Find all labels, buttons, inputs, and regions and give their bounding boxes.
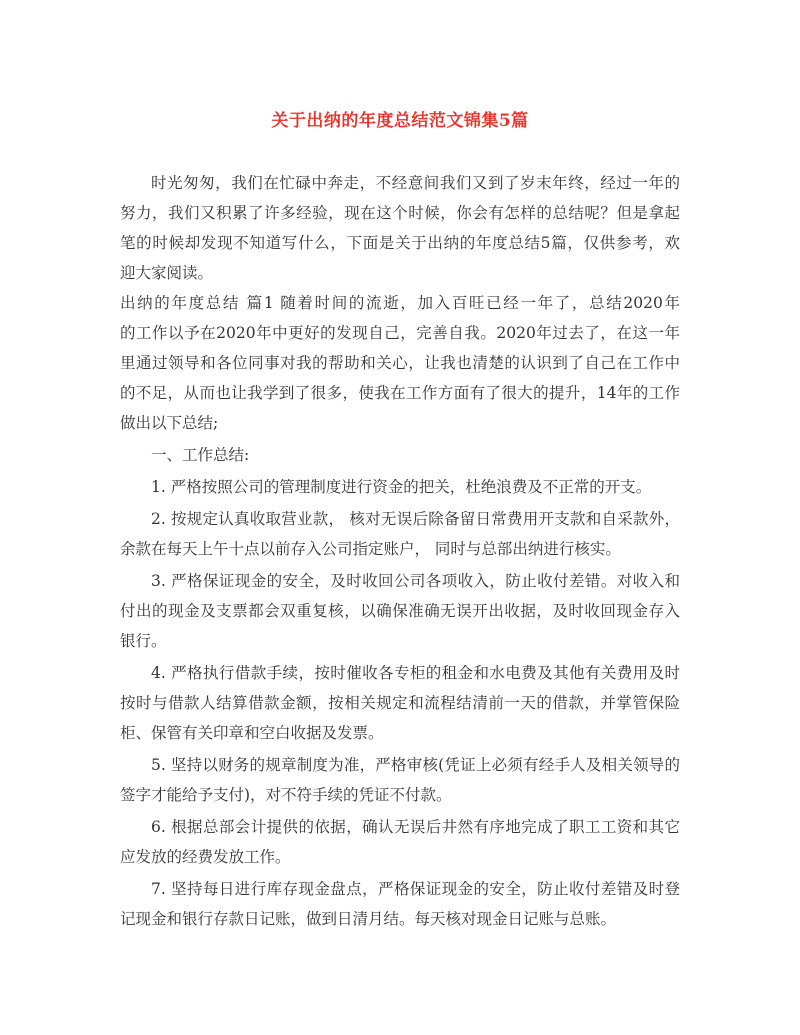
paragraph [120,440,680,470]
text-line: 努力，我们又积累了许多经验，现在这个时候，你会有怎样的总结呢？但是拿起 [120,204,680,222]
paragraph [120,566,680,656]
document-title: 关于出纳的年度总结范文锦集5篇 [271,111,529,131]
paragraph [120,168,680,288]
paragraph [120,504,680,564]
paragraph [120,288,680,438]
text-line: 6. 根据总部会计提供的依据，确认无误后井然有序地完成了职工工资和其它 [151,818,680,836]
text-line: 5. 坚持以财务的规章制度为准，严格审核(凭证上必须有经手人及相关领导的 [151,756,680,774]
text-line: 时光匆匆，我们在忙碌中奔走，不经意间我们又到了岁末年终，经过一年的 [151,174,680,192]
text-line: 里通过领导和各位同事对我的帮助和关心，让我也清楚的认识到了自己在工作中 [120,354,680,372]
text-line: 按时与借款人结算借款金额，按相关规定和流程结清前一天的借款，并掌管保险 [120,694,680,712]
text-line: 的工作以予在2020年中更好的发现自己，完善自我。2020年过去了，在这一年 [120,324,680,342]
text-line: 的不足，从而也让我学到了很多，使我在工作方面有了很大的提升，14年的工作 [120,384,680,402]
document-body [120,168,680,934]
paragraph [120,874,680,934]
text-line: 出纳的年度总结 篇1 随着时间的流逝，加入百旺已经一年了，总结2020年 [120,294,680,312]
text-line: 余款在每天上午十点以前存入公司指定账户， 同时与总部出纳进行核实。 [120,540,621,558]
paragraph [120,812,680,872]
text-line: 签字才能给予支付)，对不符手续的凭证不付款。 [120,786,452,804]
text-line: 3. 严格保证现金的安全，及时收回公司各项收入，防止收付差错。对收入和 [151,572,680,590]
text-line: 应发放的经费发放工作。 [120,848,291,866]
text-line: 2. 按规定认真收取营业款， 核对无误后除备留日常费用开支款和自采款外， [151,510,680,528]
text-line: 1. 严格按照公司的管理制度进行资金的把关，杜绝浪费及不正常的开支。 [151,478,652,496]
text-line: 做出以下总结; [120,414,219,432]
text-line: 一、工作总结: [151,446,250,464]
paragraph [120,658,680,748]
paragraph [120,472,680,502]
text-line: 迎大家阅读。 [120,264,214,282]
text-line: 柜、保管有关印章和空白收据及发票。 [120,724,384,742]
text-line: 记现金和银行存款日记账，做到日清月结。每天核对现金日记账与总账。 [120,910,617,928]
text-line: 付出的现金及支票都会双重复核，以确保准确无误开出收据，及时收回现金存入 [120,602,680,620]
paragraph [120,750,680,810]
text-line: 笔的时候却发现不知道写什么，下面是关于出纳的年度总结5篇，仅供参考，欢 [120,234,680,252]
text-line: 7. 坚持每日进行库存现金盘点，严格保证现金的安全，防止收付差错及时登 [151,880,680,898]
text-line: 4. 严格执行借款手续，按时催收各专柜的租金和水电费及其他有关费用及时 [151,664,680,682]
text-line: 银行。 [120,632,167,650]
